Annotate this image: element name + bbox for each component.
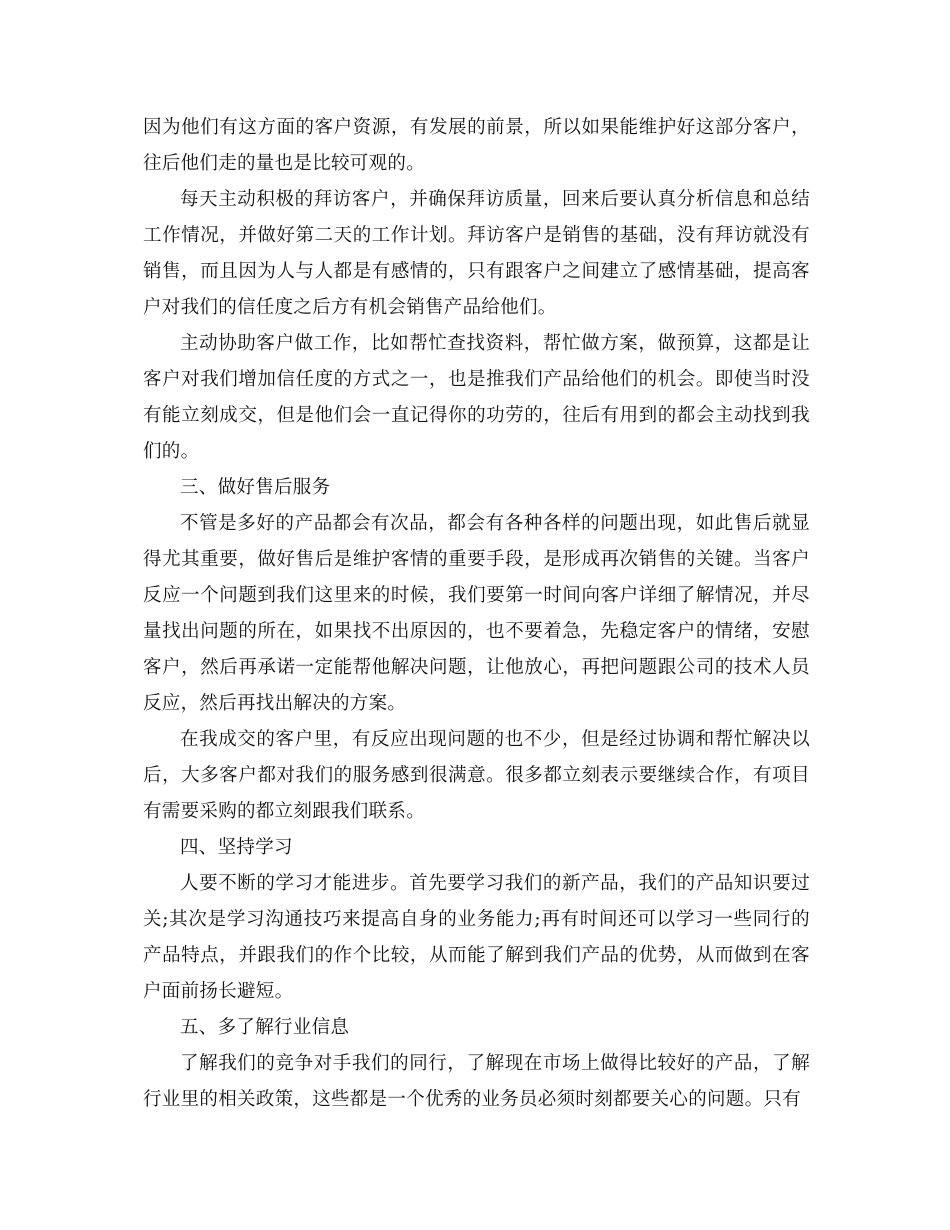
section-heading-4: 四、坚持学习 (180, 837, 293, 858)
section-heading-5: 五、多了解行业信息 (180, 1017, 350, 1038)
paragraph-6: 人要不断的学习才能进步。首先要学习我们的新产品，我们的产品知识要过关;其次是学习沟通技巧来提高自身的业务能力;再有时间还可以学习一些同行的产品特点，并跟我们的作个比较，从而能了解到我们产品的优势，从而做到在客户面前扬长避短。 (143, 873, 810, 1002)
paragraph-7: 了解我们的竞争对手我们的同行，了解现在市场上做得比较好的产品，了解行业里的相关政策，这些都是一个优秀的业务员必须时刻都要关心的问题。只有 (143, 1053, 810, 1110)
paragraph-1: 因为他们有这方面的客户资源，有发展的前景，所以如果能维护好这部分客户，往后他们走的量也是比较可观的。 (143, 117, 810, 174)
paragraph-5: 在我成交的客户里，有反应出现问题的也不少，但是经过协调和帮忙解决以后，大多客户都对我们的服务感到很满意。很多都立刻表示要继续合作，有项目有需要采购的都立刻跟我们联系。 (143, 729, 810, 822)
paragraph-3: 主动协助客户做工作，比如帮忙查找资料，帮忙做方案，做预算，这都是让客户对我们增加信任度的方式之一，也是推我们产品给他们的机会。即使当时没有能立刻成交，但是他们会一直记得你的功劳的，往后有用到的都会主动找到我们的。 (143, 333, 810, 462)
paragraph-4: 不管是多好的产品都会有次品，都会有各种各样的问题出现，如此售后就显得尤其重要，做好售后是维护客情的重要手段，是形成再次销售的关键。当客户反应一个问题到我们这里来的时候，我们要第一时间向客户详细了解情况，并尽量找出问题的所在，如果找不出原因的，也不要着急，先稳定客户的情绪，安慰客户，然后再承诺一定能帮他解决问题，让他放心，再把问题跟公司的技术人员反应，然后再找出解决的方案。 (143, 513, 810, 714)
section-heading-3: 三、做好售后服务 (180, 477, 331, 498)
paragraph-2: 每天主动积极的拜访客户，并确保拜访质量，回来后要认真分析信息和总结工作情况，并做好第二天的工作计划。拜访客户是销售的基础，没有拜访就没有销售，而且因为人与人都是有感情的，只有跟客户之间建立了感情基础，提高客户对我们的信任度之后方有机会销售产品给他们。 (143, 189, 810, 318)
